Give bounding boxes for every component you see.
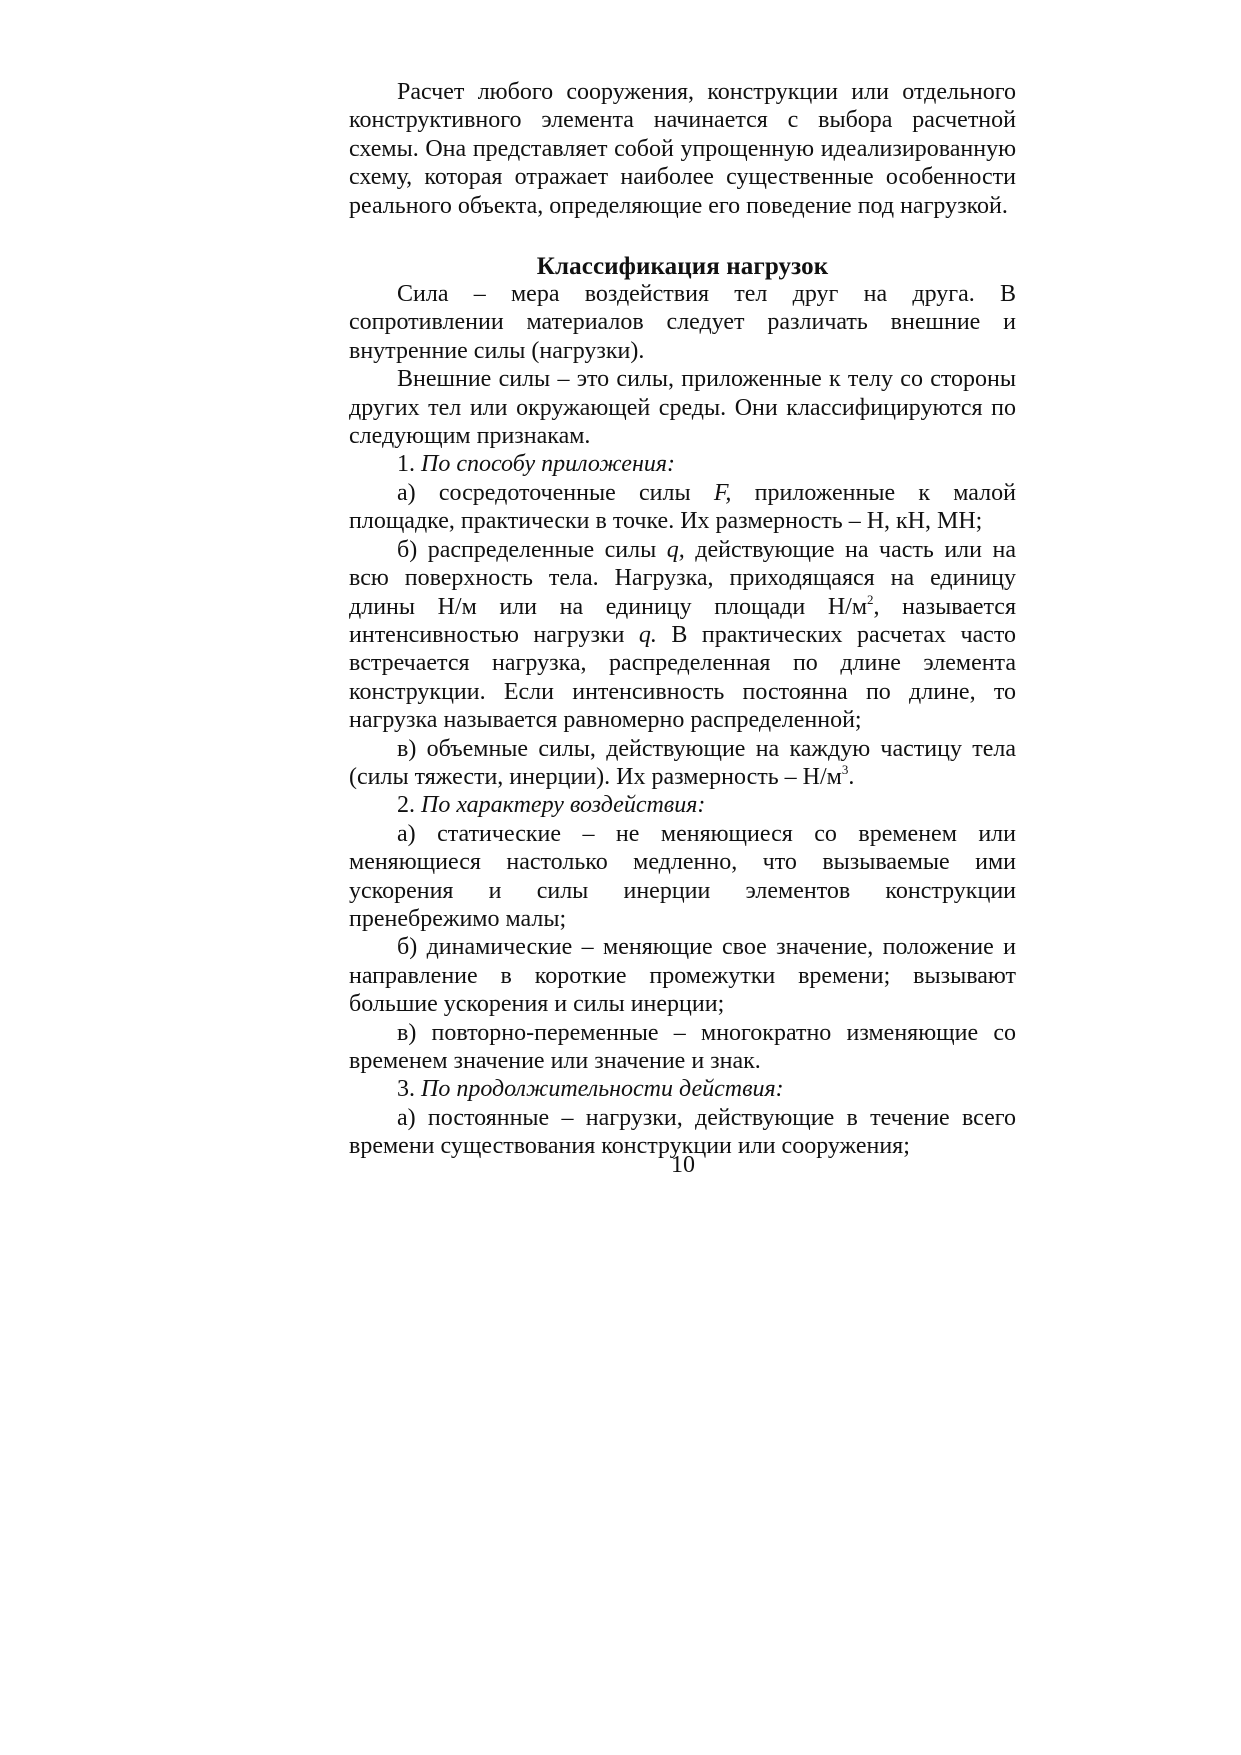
item-text: В практических расчетах часто встречается нагрузка, распределенная по длине элемента конструкции. Если интенсивность постоянна по длине, то нагрузка называется равномерно распределенной; (349, 621, 1017, 734)
list-item-dynamic: б) динамические – меняющие свое значение, положение и направление в короткие промежутки времени; вызывают большие ускорения и силы инерции; (349, 934, 1016, 1018)
superscript: 2 (867, 591, 874, 607)
item-text: в) объемные силы, действующие на каждую частицу тела (силы тяжести, инерции). Их размерность – Н/м (349, 735, 1016, 790)
list-item-volume (349, 735, 1016, 792)
subheading-number: 2. (397, 792, 415, 819)
page-number: 10 (671, 1152, 695, 1178)
subheading-title: По характеру воздействия: (421, 792, 706, 819)
variable-F: F, (713, 479, 732, 506)
subheading-number: 1. (397, 451, 415, 478)
subheading-character (349, 791, 1016, 819)
subheading-title: По продолжительности действия: (421, 1076, 784, 1103)
item-text: а) сосредоточенные силы (397, 479, 714, 506)
subheading-number: 3. (397, 1076, 415, 1103)
item-text: , называется интенсивностью нагрузки (349, 593, 1016, 648)
list-item-distributed (349, 536, 1016, 735)
item-text: приложенные к малой площадке, практически в точке. Их размерность – Н, кН, МН; (349, 479, 1016, 535)
list-item-permanent: а) постоянные – нагрузки, действующие в течение всего времени существования конструкции или сооружения; (349, 1104, 1016, 1160)
item-text: . (848, 763, 855, 790)
subheading-duration (349, 1075, 1016, 1103)
list-item-concentrated (349, 479, 1016, 536)
section-heading: Классификация нагрузок (536, 253, 829, 281)
variable-q: q. (638, 621, 657, 648)
item-text: действующие на часть или на всю поверхность тела. Нагрузка, приходящаяся на единицу длины Н/м или на единицу площади Н/м (349, 536, 1016, 620)
force-paragraph: Сила – мера воздействия тел друг на друга. В сопротивлении материалов следует различать внешние и внутренние силы (нагрузки). (349, 281, 1016, 364)
superscript: 3 (841, 761, 849, 777)
text-column (349, 78, 1016, 1161)
subheading-application (349, 450, 1016, 478)
list-item-static: а) статические – не меняющиеся со временем или меняющиеся настолько медленно, что вызываемые ими ускорения и силы инерции элементов конструкции пренебрежимо малы; (349, 820, 1016, 932)
intro-paragraph: Расчет любого сооружения, конструкции или отдельного конструктивного элемента начинается с выбора расчетной схемы. Она представляет собой упрощенную идеализированную схему, которая отражает наиболее существенные особенности реального объекта, определяющие его поведение под нагрузкой. (349, 79, 1016, 219)
subheading-title: По способу приложения: (421, 451, 676, 478)
spacer (349, 220, 1016, 246)
external-forces-paragraph: Внешние силы – это силы, приложенные к телу со стороны других тел или окружающей среды. Они классифицируются по следующим признакам. (349, 366, 1016, 450)
list-item-cyclic: в) повторно-переменные – многократно изменяющие со временем значение или значение и знак. (349, 1019, 1016, 1074)
item-text: б) распределенные силы (397, 536, 667, 563)
variable-q: q, (666, 536, 685, 563)
